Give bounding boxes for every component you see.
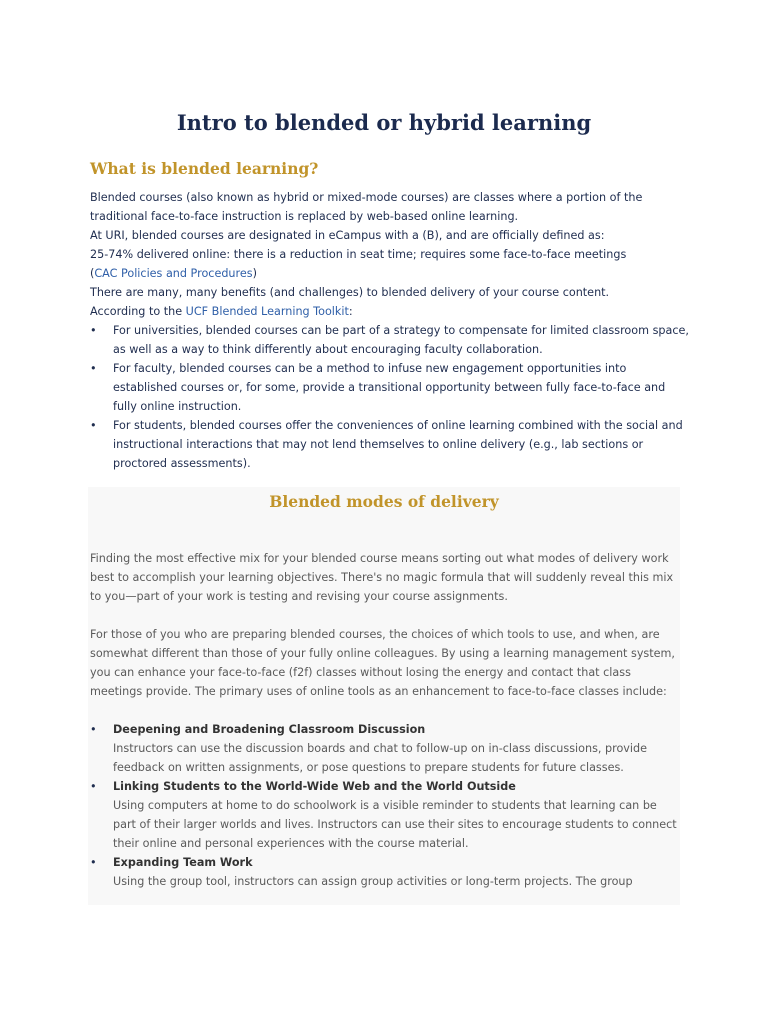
blended-modes-panel bbox=[88, 487, 680, 905]
spacer bbox=[90, 701, 680, 720]
bullet-icon: • bbox=[90, 419, 97, 432]
paren-open: ( bbox=[90, 267, 95, 280]
list-item-text: Using computers at home to do schoolwork is a visible reminder to students that learning can be part of their larger worlds and lives. Instructors can use their sites to encourage students to connect their online and personal experiences with the course material. bbox=[113, 799, 677, 850]
list-item bbox=[90, 853, 680, 891]
list-item-title: Deepening and Broadening Classroom Discussion bbox=[113, 723, 426, 736]
section-what-is-blended bbox=[90, 188, 690, 473]
paragraph bbox=[90, 302, 690, 321]
paragraph: There are many, many benefits (and challenges) to blended delivery of your course content. bbox=[90, 286, 610, 299]
benefits-list bbox=[90, 321, 690, 473]
uses-list bbox=[90, 720, 680, 891]
section-blended-modes bbox=[90, 549, 680, 891]
section-heading-what-is-blended: What is blended learning? bbox=[90, 159, 319, 178]
bullet-icon: • bbox=[90, 856, 97, 869]
spacer bbox=[90, 606, 680, 625]
section-heading-blended-modes: Blended modes of delivery bbox=[269, 492, 499, 511]
paragraph: Finding the most effective mix for your blended course means sorting out what modes of delivery work best to accomplish your learning objectives. There's no magic formula that will suddenly reveal this mix to you—part of your work is testing and revising your course assignments. bbox=[90, 552, 674, 603]
list-item bbox=[90, 777, 680, 853]
paragraph: 25-74% delivered online: there is a reduction in seat time; requires some face-to-face meetings bbox=[90, 248, 627, 261]
text: : bbox=[348, 305, 353, 318]
list-item-title: Linking Students to the World-Wide Web and the World Outside bbox=[113, 780, 516, 793]
list-item bbox=[90, 416, 690, 473]
ucf-toolkit-link[interactable]: UCF Blended Learning Toolkit bbox=[185, 305, 349, 318]
list-item bbox=[90, 720, 680, 777]
list-item-text: For students, blended courses offer the conveniences of online learning combined with the social and instructional interactions that may not lend themselves to online delivery (e.g., lab sections or proctored assessments). bbox=[113, 419, 683, 470]
bullet-icon: • bbox=[90, 723, 97, 736]
bullet-icon: • bbox=[90, 324, 97, 337]
list-item-text: For faculty, blended courses can be a method to infuse new engagement opportunities into established courses or, for some, provide a transitional opportunity between fully face-to-face and fully online instruction. bbox=[113, 362, 666, 413]
page-title: Intro to blended or hybrid learning bbox=[176, 110, 592, 135]
paragraph bbox=[90, 264, 690, 283]
list-item-text: Using the group tool, instructors can assign group activities or long-term projects. The group bbox=[113, 875, 633, 888]
paragraph: For those of you who are preparing blended courses, the choices of which tools to use, and when, are somewhat different than those of your fully online colleagues. By using a learning management system, you can enhance your face-to-face (f2f) classes without losing the energy and contact that class meetings provide. The primary uses of online tools as an enhancement to face-to-face classes include: bbox=[90, 628, 675, 698]
cac-policies-link[interactable]: CAC Policies and Procedures bbox=[94, 267, 253, 280]
paragraph: Blended courses (also known as hybrid or mixed-mode courses) are classes where a portion of the traditional face-to-face instruction is replaced by web-based online learning. bbox=[90, 191, 643, 223]
list-item-text: Instructors can use the discussion boards and chat to follow-up on in-class discussions, provide feedback on written assignments, or pose questions to prepare students for future classes. bbox=[113, 742, 648, 774]
bullet-icon: • bbox=[90, 362, 97, 375]
list-item bbox=[90, 321, 690, 359]
paragraph: At URI, blended courses are designated in eCampus with a (B), and are officially defined as: bbox=[90, 229, 605, 242]
text: According to the bbox=[90, 305, 186, 318]
bullet-icon: • bbox=[90, 780, 97, 793]
list-item bbox=[90, 359, 690, 416]
list-item-title: Expanding Team Work bbox=[113, 856, 253, 869]
paren-close: ) bbox=[252, 267, 257, 280]
list-item-text: For universities, blended courses can be part of a strategy to compensate for limited classroom space, as well as a way to think differently about encouraging faculty collaboration. bbox=[113, 324, 689, 356]
